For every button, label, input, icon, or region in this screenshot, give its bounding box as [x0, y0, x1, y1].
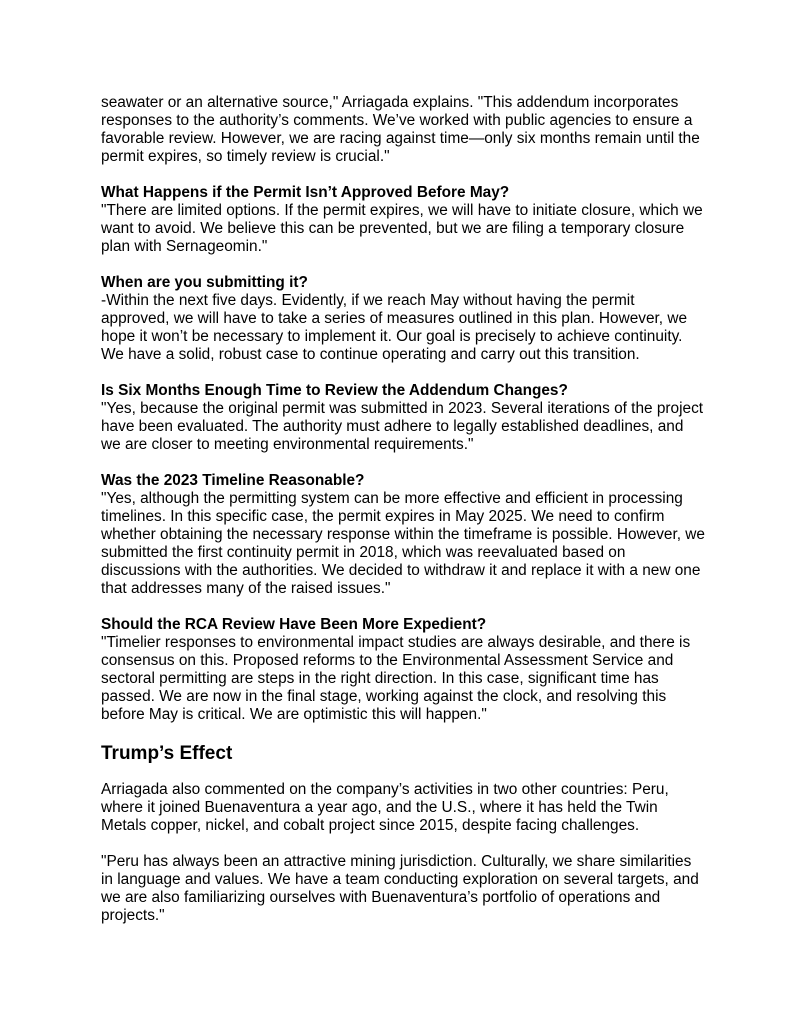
document-page — [101, 94, 705, 925]
answer-paragraph: -Within the next five days. Evidently, if we reach May without having the permit approved, we will have to take a series of measures outlined in this plan. However, we hope it won’t be necessary to implement it. Our goal is precisely to achieve continuity. We have a solid, robust case to continue operating and carry out this transition. — [101, 292, 688, 363]
section-heading-wrapper — [101, 742, 705, 766]
answer-paragraph: "Yes, although the permitting system can be more effective and efficient in processing timelines. In this specific case, the permit expires in May 2025. We need to confirm whether obtaining the necessary response within the timeframe is possible. However, we submitted the first continuity permit in 2018, which was reevaluated based on discussions with the authorities. We decided to withdraw it and replace it with a new one that addresses many of the raised issues." — [101, 490, 705, 597]
question-heading: Should the RCA Review Have Been More Expedient? — [101, 616, 487, 633]
intro-paragraph: seawater or an alternative source," Arriagada explains. "This addendum incorporates responses to the authority’s comments. We’ve worked with public agencies to ensure a favorable review. However, we are racing against time—only six months remain until the permit expires, so timely review is crucial." — [101, 94, 700, 165]
spacer — [101, 454, 705, 472]
question-heading: What Happens if the Permit Isn’t Approved Before May? — [101, 184, 510, 201]
spacer — [101, 256, 705, 274]
question-heading: When are you submitting it? — [101, 274, 308, 291]
spacer — [101, 598, 705, 616]
section-paragraph: Arriagada also commented on the company’s activities in two other countries: Peru, where it joined Buenaventura a year ago, and the U.S., where it has held the Twin Metals copper, nickel, and cobalt project since 2015, despite facing challenges. — [101, 781, 669, 834]
section-paragraph: "Peru has always been an attractive mining jurisdiction. Culturally, we share similarities in language and values. We have a team conducting exploration on several targets, and we are also familiarizing ourselves with Buenaventura’s portfolio of operations and projects." — [101, 853, 699, 924]
question-heading: Was the 2023 Timeline Reasonable? — [101, 472, 365, 489]
answer-paragraph: "There are limited options. If the permit expires, we will have to initiate closure, which we want to avoid. We believe this can be prevented, but we are filing a temporary closure plan with Sernageomin." — [101, 202, 703, 255]
spacer — [101, 364, 705, 382]
section-heading: Trump’s Effect — [101, 743, 233, 764]
spacer — [101, 835, 705, 853]
question-heading: Is Six Months Enough Time to Review the Addendum Changes? — [101, 382, 568, 399]
answer-paragraph: "Timelier responses to environmental impact studies are always desirable, and there is consensus on this. Proposed reforms to the Environmental Assessment Service and sectoral permitting are steps in the right direction. In this case, significant time has passed. We are now in the final stage, working against the clock, and resolving this before May is critical. We are optimistic this will happen." — [101, 634, 691, 723]
spacer — [101, 166, 705, 184]
answer-paragraph: "Yes, because the original permit was submitted in 2023. Several iterations of the project have been evaluated. The authority must adhere to legally established deadlines, and we are closer to meeting environmental requirements." — [101, 400, 704, 453]
